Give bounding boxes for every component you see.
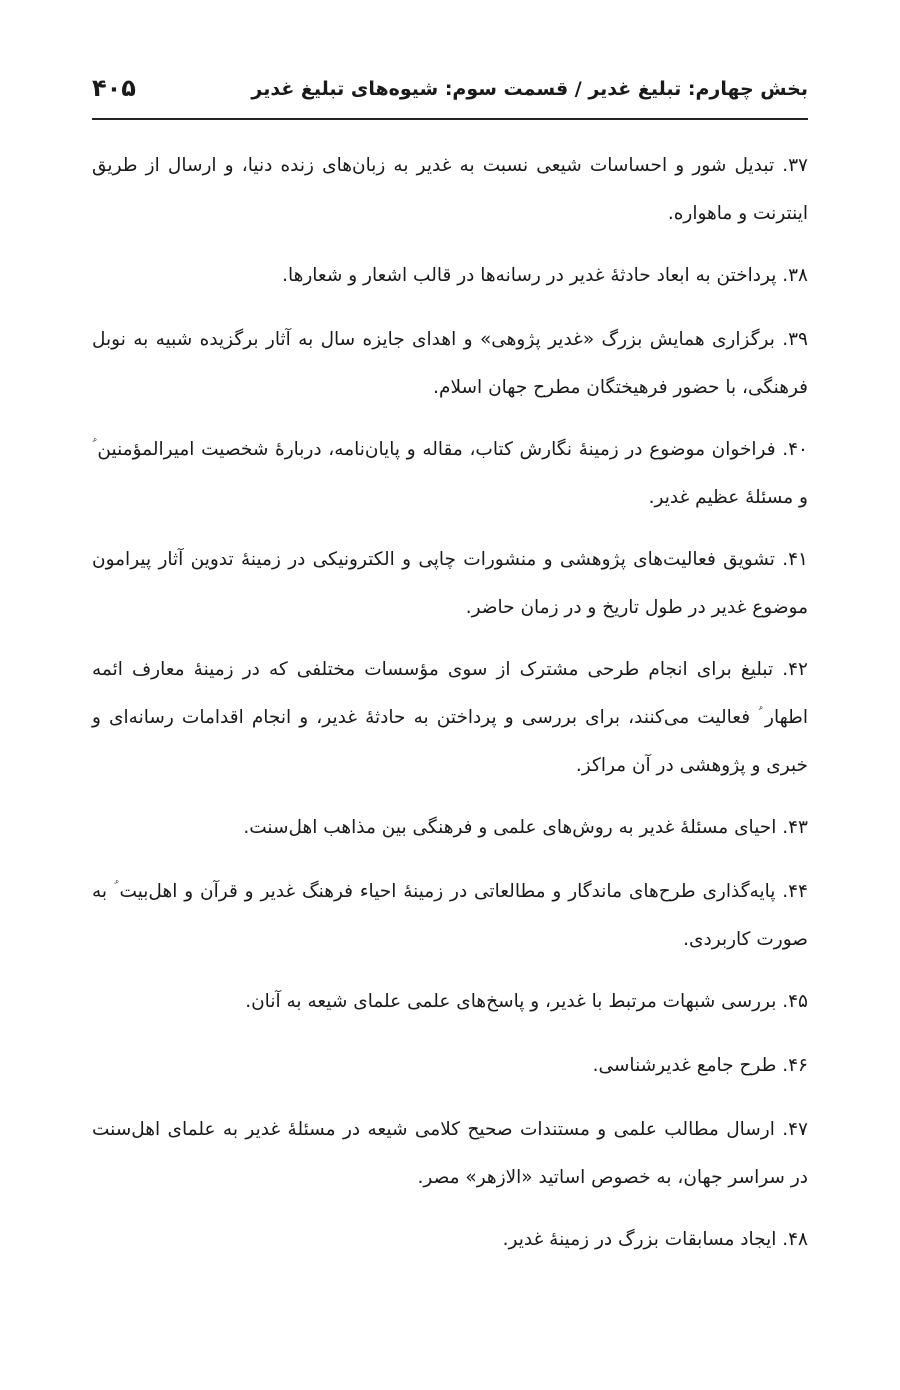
page-body [92, 142, 808, 1280]
list-item-text: ۴۰. فراخوان موضوع در زمینۀ نگارش کتاب، مقاله و پایان‌نامه، دربارۀ شخصیت امیرالمؤمنین ؑ و مسئلۀ عظیم غدیر. [92, 439, 808, 508]
list-item-text: ۴۸. ایجاد مسابقات بزرگ در زمینۀ غدیر. [502, 1229, 808, 1250]
list-item [92, 1042, 808, 1090]
list-item [92, 252, 808, 300]
list-item-text: ۳۸. پرداختن به ابعاد حادثۀ غدیر در رسانه‌ها در قالب اشعار و شعارها. [282, 265, 808, 286]
list-item-text: ۴۴. پایه‌گذاری طرح‌های ماندگار و مطالعاتی در زمینۀ احیاء فرهنگ غدیر و قرآن و اهل‌بیت ؑ به صورت کاربردی. [92, 881, 808, 950]
running-header [92, 72, 808, 120]
list-item [92, 426, 808, 522]
list-item [92, 142, 808, 238]
list-item-text: ۴۱. تشویق فعالیت‌های پژوهشی و منشورات چاپی و الکترونیکی در زمینۀ تدوین آثار پیرامون موضوع غدیر در طول تاریخ و در زمان حاضر. [92, 549, 808, 618]
list-item [92, 536, 808, 632]
page-number: ۴۰۵ [92, 74, 136, 102]
book-page [92, 0, 808, 1390]
header-title: بخش چهارم: تبلیغ غدیر / قسمت سوم: شیوه‌های تبلیغ غدیر [251, 78, 808, 100]
list-item [92, 868, 808, 964]
list-item-text: ۴۳. احیای مسئلۀ غدیر به روش‌های علمی و فرهنگی بین مذاهب اهل‌سنت. [243, 817, 808, 838]
list-item [92, 978, 808, 1026]
list-item [92, 1106, 808, 1202]
list-item [92, 646, 808, 790]
list-item-text: ۴۵. بررسی شبهات مرتبط با غدیر، و پاسخ‌های علمی علمای شیعه به آنان. [245, 991, 808, 1012]
list-item-text: ۴۷. ارسال مطالب علمی و مستندات صحیح کلامی شیعه در مسئلۀ غدیر به علمای اهل‌سنت در سراسر جهان، به خصوص اساتید «الازهر» مصر. [92, 1119, 808, 1188]
list-item-text: ۳۷. تبدیل شور و احساسات شیعی نسبت به غدیر به زبان‌های زنده دنیا، و ارسال از طریق اینترنت و ماهواره. [92, 155, 808, 224]
list-item [92, 1216, 808, 1264]
list-item [92, 316, 808, 412]
list-item-text: ۴۲. تبلیغ برای انجام طرحی مشترک از سوی مؤسسات مختلفی که در زمینۀ معارف ائمه اطهار ؑ فعالیت می‌کنند، برای بررسی و پرداختن به حادثۀ غدیر، و انجام اقدامات رسانه‌ای و خبری و پژوهشی در آن مراکز. [92, 659, 808, 776]
list-item-text: ۳۹. برگزاری همایش بزرگ «غدیر پژوهی» و اهدای جایزه سال به آثار برگزیده شبیه به نوبل فرهنگی، با حضور فرهیختگان مطرح جهان اسلام. [92, 329, 808, 398]
list-item-text: ۴۶. طرح جامع غدیرشناسی. [592, 1055, 808, 1076]
list-item [92, 804, 808, 852]
